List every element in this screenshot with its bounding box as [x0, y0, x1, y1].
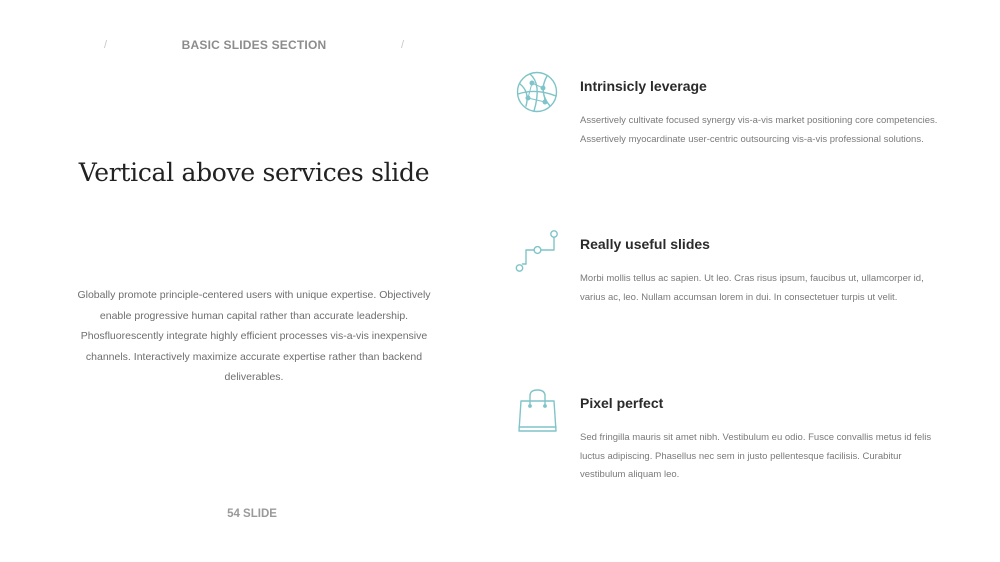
feature-title: Pixel perfect	[580, 395, 664, 411]
globe-network-icon	[512, 70, 564, 122]
feature-item-pixel-perfect	[512, 387, 952, 497]
section-divider-left: /	[104, 39, 108, 51]
feature-description: Sed fringilla mauris sit amet nibh. Vestibulum eu odio. Fusce convallis metus id felis luctus adipiscing. Phasellus nec sem in justo pellentesque facilisis. Curabitur vestibulum aliquam leo.	[580, 432, 932, 480]
circuit-path-icon	[512, 228, 564, 280]
shopping-bag-icon	[512, 387, 564, 439]
slide-intro-text: Globally promote principle-centered users with unique expertise. Objectively enable progressive human capital rather than accurate leadership. Phosfluorescently integrate highly efficient processes vis-a-vis inexpensive channels. Interactively maximize accurate expertise rather than backend deliverables.	[77, 289, 431, 383]
slide-title: Vertical above services slide	[78, 158, 430, 187]
slide-number: 54 SLIDE	[227, 508, 277, 520]
feature-title: Intrinsicly leverage	[580, 78, 707, 94]
feature-description: Morbi mollis tellus ac sapien. Ut leo. Cras risus ipsum, faucibus ut, ullamcorper id, varius ac, leo. Nullam accumsan lorem in dui. In consectetuer turpis ut velit.	[580, 273, 924, 303]
feature-item-really-useful-slides	[512, 228, 952, 338]
section-title: BASIC SLIDES SECTION	[181, 38, 327, 52]
feature-description: Assertively cultivate focused synergy vis-a-vis market positioning core competencies. Assertively myocardinate user-centric outsourcing vis-a-vis professional solutions.	[580, 115, 938, 145]
feature-item-intrinsicly-leverage	[512, 70, 952, 180]
left-column	[40, 0, 468, 562]
feature-title: Really useful slides	[580, 236, 710, 252]
section-header	[104, 38, 404, 56]
section-divider-right: /	[400, 39, 404, 51]
